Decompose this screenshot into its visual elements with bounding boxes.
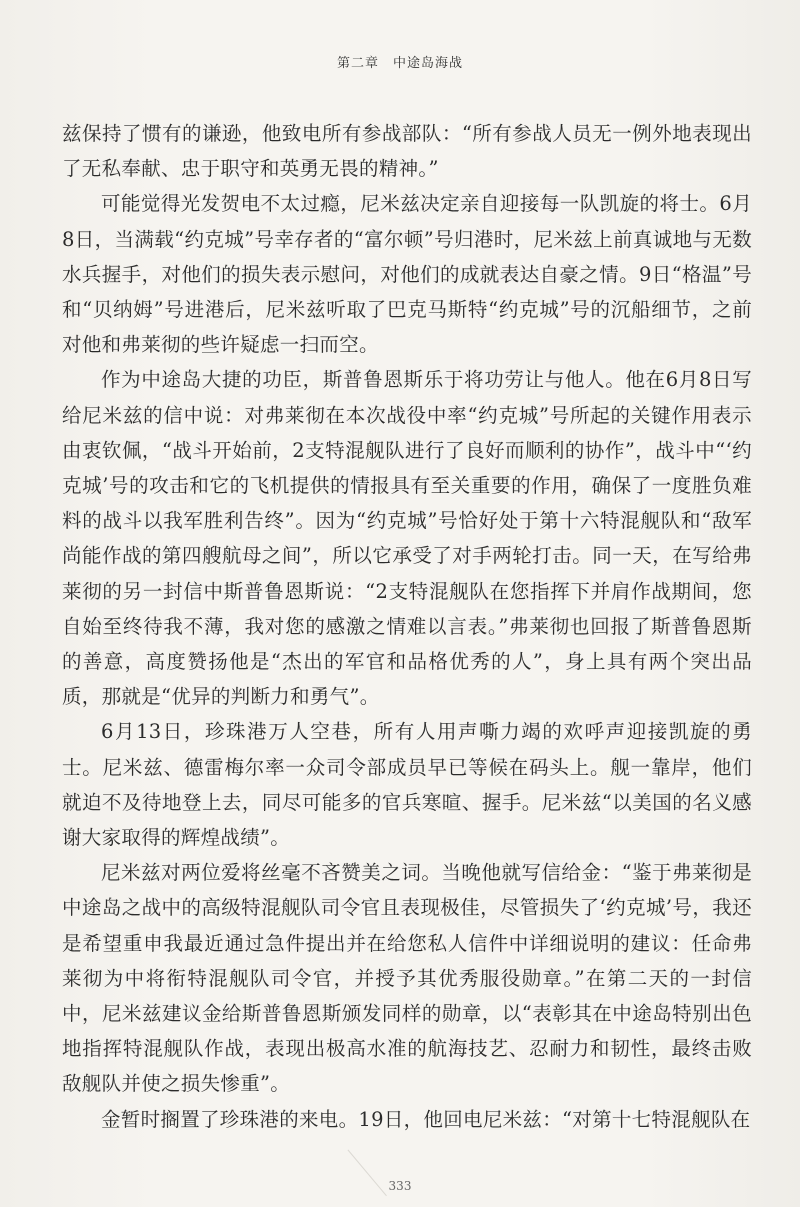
page-number: 333 bbox=[388, 1179, 412, 1193]
paragraph: 金暂时搁置了珍珠港的来电。19日，他回电尼米兹：“对第十七特混舰队在 bbox=[101, 1107, 751, 1131]
paragraph: 6月13日，珍珠港万人空巷，所有人用声嘶力竭的欢呼声迎接凯旋的勇士。尼米兹、德雷梅尔率一众司令部成员早已等候在码头上。舰一靠岸，他们就迫不及待地登上去，同尽可能多的官兵寒暄、握手。尼米兹“以美国的名义感谢大家取得的辉煌战绩”。 bbox=[62, 720, 752, 850]
running-head: 第二章 中途岛海战 bbox=[336, 56, 463, 71]
paragraph: 作为中途岛大捷的功臣，斯普鲁恩斯乐于将功劳让与他人。他在6月8日写给尼米兹的信中说：对弗莱彻在本次战役中率“约克城”号所起的关键作用表示由衷钦佩，“战斗开始前，2支特混舰队进行了良好而顺利的协作”，战斗中“‘约克城’号的攻击和它的飞机提供的情报具有至关重要的作用，确保了一度胜负难料的战斗以我军胜利告终”。因为“约克城”号恰好处于第十六特混舰队和“敌军尚能作战的第四艘航母之间”，所以它承受了对手两轮打击。同一天，在写给弗莱彻的另一封信中斯普鲁恩斯说：“2支特混舰队在您指挥下并肩作战期间，您自始至终待我不薄，我对您的感激之情难以言表。”弗莱彻也回报了斯普鲁恩斯的善意，高度赞扬他是“杰出的军官和品格优秀的人”，身上具有两个突出品质，那就是“优异的判断力和勇气”。 bbox=[62, 368, 752, 709]
paragraph: 尼米兹对两位爱将丝毫不吝赞美之词。当晚他就写信给金：“鉴于弗莱彻是中途岛之战中的高级特混舰队司令官且表现极佳，尽管损失了‘约克城’号，我还是希望重申我最近通过急件提出并在给您私人信件中详细说明的建议：任命弗莱彻为中将衔特混舰队司令官，并授予其优秀服役勋章。”在第二天的一封信中，尼米兹建议金给斯普鲁恩斯颁发同样的勋章，以“表彰其在中途岛特别出色地指挥特混舰队作战，表现出极高水准的航海技艺、忍耐力和韧性，最终击败敌舰队并使之损失惨重”。 bbox=[62, 861, 752, 1096]
paragraph: 可能觉得光发贺电不太过瘾，尼米兹决定亲自迎接每一队凯旋的将士。6月8日，当满载“约克城”号幸存者的“富尔顿”号归港时，尼米兹上前真诚地与无数水兵握手，对他们的损失表示慰问，对他们的成就表达自豪之情。9日“格温”号和“贝纳姆”号进港后，尼米兹听取了巴克马斯特“约克城”号的沉船细节，之前对他和弗莱彻的些许疑虑一扫而空。 bbox=[62, 192, 752, 357]
body-text bbox=[62, 116, 752, 1137]
paragraph: 兹保持了惯有的谦逊，他致电所有参战部队：“所有参战人员无一例外地表现出了无私奉献、忠于职守和英勇无畏的精神。” bbox=[62, 122, 752, 181]
